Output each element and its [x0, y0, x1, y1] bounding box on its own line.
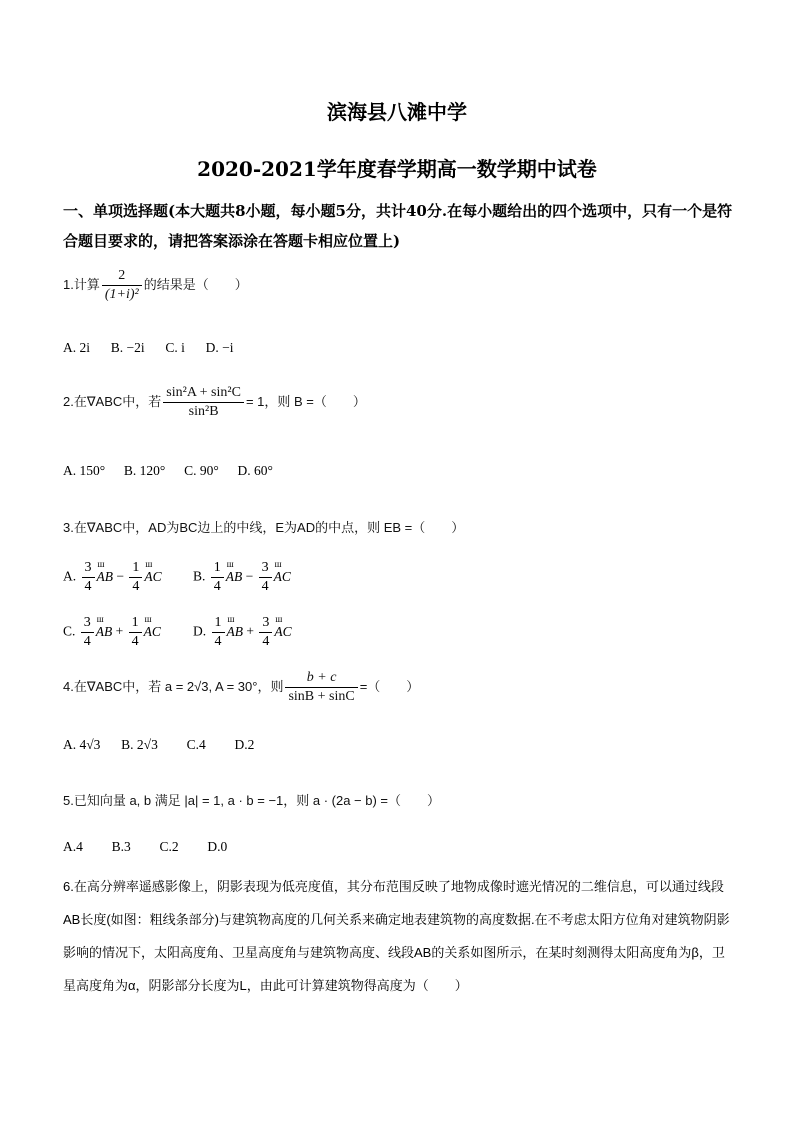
q4-options: [63, 737, 254, 753]
section-heading: 一、单项选择题(本大题共8小题，每小题5分，共计40分.在每小题给出的四个选项中，只有一个是符合题目要求的，请把答案添涂在答题卡相应位置上): [63, 202, 733, 250]
q2-option-d[interactable]: D. 60°: [237, 463, 273, 478]
q3-option-b[interactable]: B. $\frac{1}{4}$ ш AB − $\frac{3}{4}$ ш AC: [193, 560, 291, 595]
q3-option-a[interactable]: A. $\frac{3}{4}$ ш AB − $\frac{1}{4}$ ш AC: [63, 560, 162, 595]
q1-option-a[interactable]: A. 2i: [63, 340, 90, 355]
exam-title: 2020-2021学年度春学期高一数学期中试卷: [197, 157, 597, 181]
q4-fraction: $\frac{b + c}{\sin B + \sin C}$: [285, 670, 357, 705]
q1-option-d[interactable]: D. −i: [205, 340, 234, 355]
question-4: 4.在∇ABC中，若 a = 2√3, A = 30°，则 $\frac{b + c}{\sin B + \sin C}$ =（ ）: [63, 670, 420, 704]
q4-option-d[interactable]: D.2: [234, 737, 255, 752]
q2-options: [63, 463, 273, 479]
q2-option-c[interactable]: C. 90°: [184, 463, 219, 478]
school-name: 滨海县八滩中学: [327, 100, 467, 124]
q4-option-a[interactable]: A. 4√3: [63, 737, 101, 752]
q3-option-d[interactable]: D. $\frac{1}{4}$ ш AB + $\frac{3}{4}$ ш AC: [193, 615, 292, 650]
q4-option-b[interactable]: B. 2√3: [121, 737, 158, 752]
q2-option-a[interactable]: A. 150°: [63, 463, 106, 478]
q5-option-b[interactable]: B.3: [111, 839, 131, 854]
q2-fraction: $\frac{\text{sin²A + sin²C}}{\text{sin²B}}$: [163, 385, 244, 420]
q2-option-b[interactable]: B. 120°: [123, 463, 166, 478]
q4-option-c[interactable]: C.4: [186, 737, 206, 752]
question-5: 5.已知向量 a, b 满足 |a| = 1, a · b = −1，则 a · (2a − b) =（ ）: [63, 793, 441, 808]
question-1: 1.计算 $\frac{2}{\text{(1+i)²}}$ 的结果是（ ）: [63, 268, 248, 302]
q1-fraction: $\frac{2}{\text{(1+i)²}}$: [102, 268, 142, 303]
q5-option-d[interactable]: D.0: [207, 839, 228, 854]
q3-option-c[interactable]: C. $\frac{3}{4}$ ш AB + $\frac{1}{4}$ ш AC: [63, 615, 161, 650]
q1-option-b[interactable]: B. −2i: [110, 340, 145, 355]
question-6: 6.在高分辨率遥感影像上，阴影表现为低亮度值，其分布范围反映了地物成像时遮光情况的二维信息，可以通过线段AB长度(如图：粗线条部分)与建筑物高度的几何关系来确定地表建筑物的高度数据.在不考虑太阳方位角对建筑物阴影影响的情况下，太阳高度角、卫星高度角与建筑物高度、线段AB的关系如图所示，在某时刻测得太阳高度角为β，卫星高度角为α，阴影部分长度为L，由此可计算建筑物得高度为（ ）: [63, 879, 730, 993]
q5-options: [63, 839, 227, 855]
q1-option-c[interactable]: C. i: [165, 340, 185, 355]
q5-option-c[interactable]: C.2: [159, 839, 179, 854]
question-3: 3.在∇ABC中，AD为BC边上的中线，E为AD的中点，则 EB =（ ）: [63, 520, 465, 535]
q5-option-a[interactable]: A.4: [63, 839, 83, 854]
question-2: 2.在∇ABC中，若 $\frac{\text{sin²A + sin²C}}{\text{sin²B}}$ = 1，则 B =（ ）: [63, 385, 366, 419]
q1-options: [63, 340, 234, 356]
